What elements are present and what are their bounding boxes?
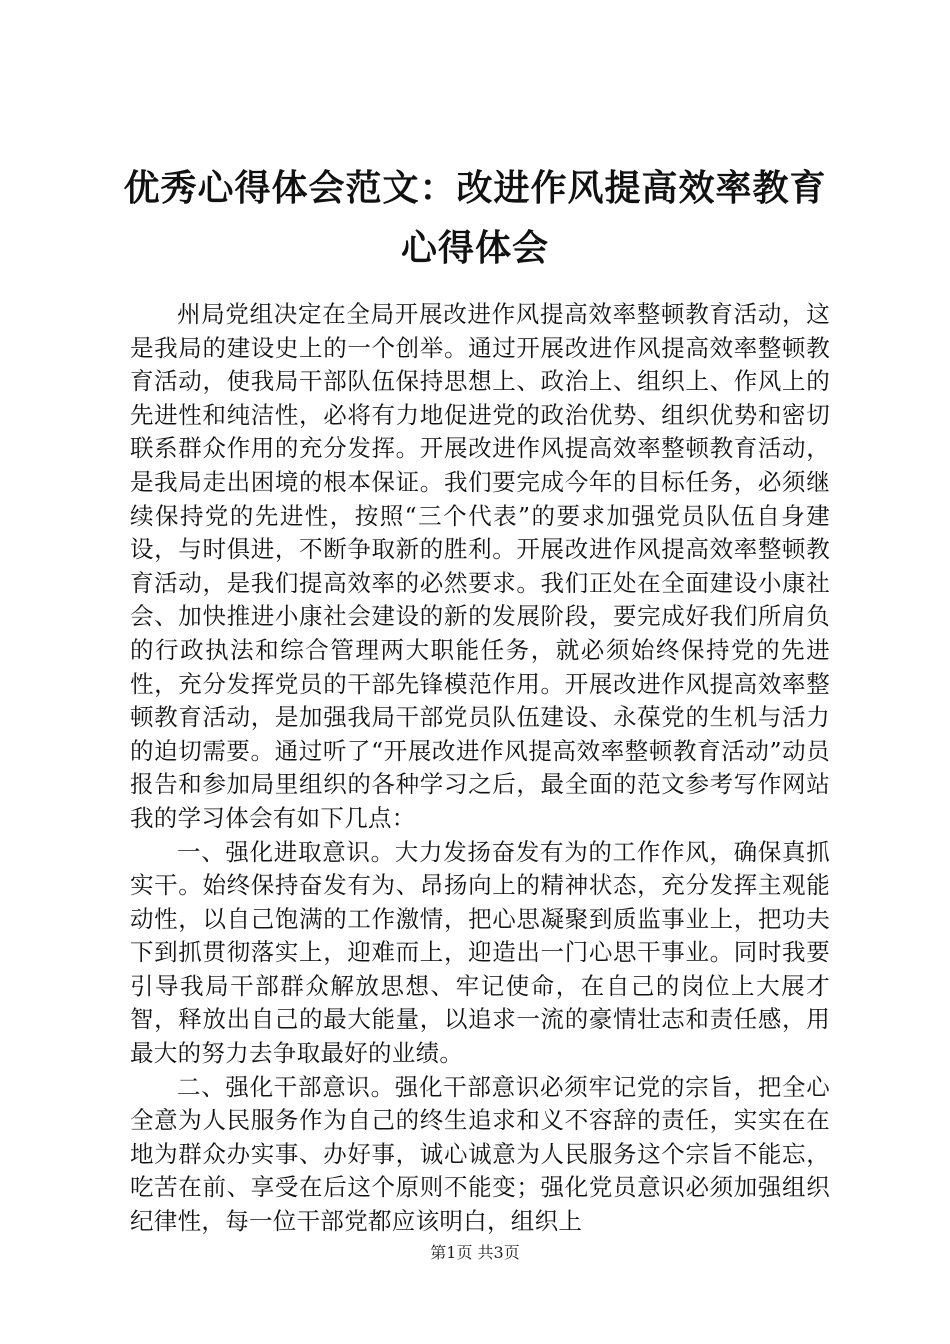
document-body [130,298,830,1239]
paragraph-intro: 州局党组决定在全局开展改进作风提高效率整顿教育活动，这是我局的建设史上的一个创举。通过开展改进作风提高效率整顿教育活动，使我局干部队伍保持思想上、政治上、组织上、作风上的先进性和纯洁性，必将有力地促进党的政治优势、组织优势和密切联系群众作用的充分发挥。开展改进作风提高效率整顿教育活动，是我局走出困境的根本保证。我们要完成今年的目标任务，必须继续保持党的先进性，按照“三个代表”的要求加强党员队伍自身建设，与时俱进，不断争取新的胜利。开展改进作风提高效率整顿教育活动，是我们提高效率的必然要求。我们正处在全面建设小康社会、加快推进小康社会建设的新的发展阶段，要完成好我们所肩负的行政执法和综合管理两大职能任务，就必须始终保持党的先进性，充分发挥党员的干部先锋模范作用。开展改进作风提高效率整顿教育活动，是加强我局干部党员队伍建设、永葆党的生机与活力的迫切需要。通过听了“开展改进作风提高效率整顿教育活动”动员报告和参加局里组织的各种学习之后，最全面的范文参考写作网站我的学习体会有如下几点： [130,300,830,832]
paragraph-point-two: 二、强化干部意识。强化干部意识必须牢记党的宗旨，把全心全意为人民服务作为自己的终生追求和义不容辞的责任，实实在在地为群众办实事、办好事，诚心诚意为人民服务这个宗旨不能忘，吃苦在前、享受在后这个原则不能变；强化党员意识必须加强组织纪律性，每一位干部党都应该明白，组织上 [130,1072,830,1236]
page-footer: 第1页 共3页 [430,1243,520,1262]
paragraph-point-one: 一、强化进取意识。大力发扬奋发有为的工作作风，确保真抓实干。始终保持奋发有为、昂扬向上的精神状态，充分发挥主观能动性，以自己饱满的工作激情，把心思凝聚到质监事业上，把功夫下到抓贯彻落实上，迎难而上，迎造出一门心思干事业。同时我要引导我局干部群众解放思想、牢记使命，在自己的岗位上大展才智，释放出自己的最大能量，以追求一流的豪情壮志和责任感，用最大的努力去争取最好的业绩。 [130,837,830,1068]
document-title: 优秀心得体会范文：改进作风提高效率教育心得体会 [123,167,827,269]
